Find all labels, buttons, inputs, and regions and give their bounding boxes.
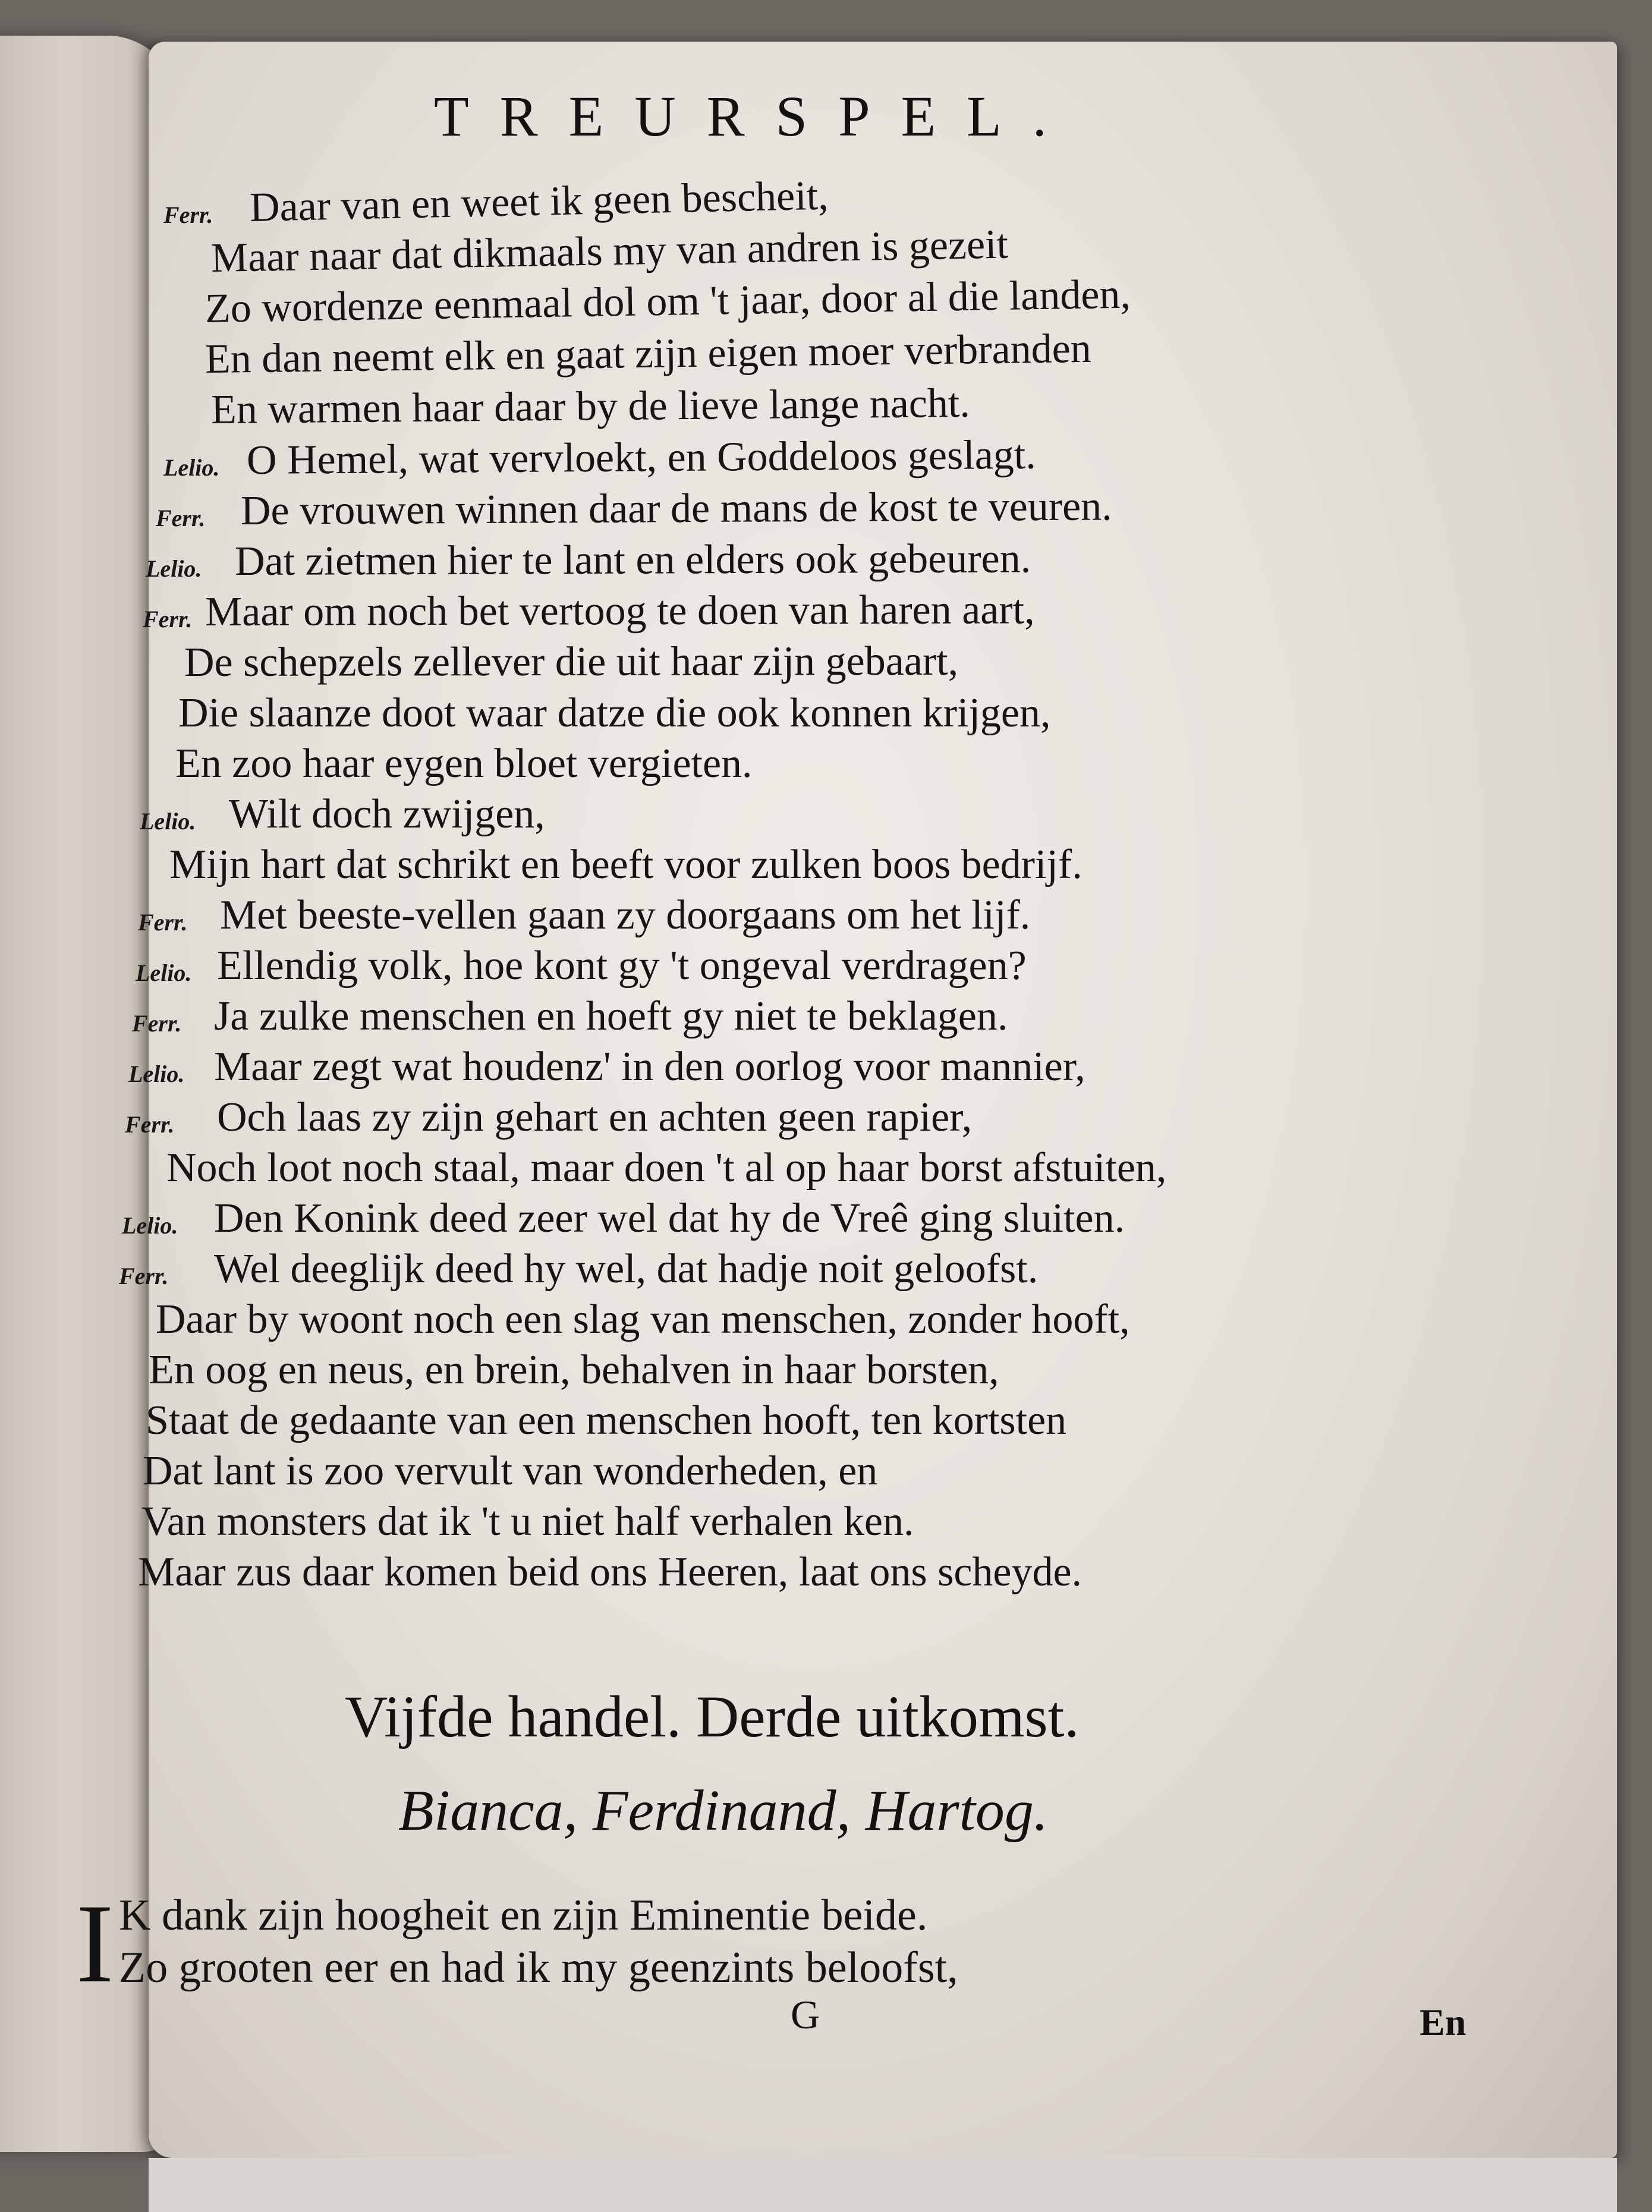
speaker-label: Lelio. [136,959,192,986]
verse-line: O Hemel, wat vervloekt, en Goddeloos geslagt. [246,432,1036,483]
speaker-label: Lelio. [140,808,196,835]
speaker-label: Lelio. [163,454,220,481]
signature-mark: G [791,1992,820,2037]
verse-line: Maar zegt wat houdenz' in den oorlog voor mannier, [214,1044,1085,1090]
speaker-label: Lelio. [146,555,202,582]
verse-line: Och laas zy zijn gehart en achten geen rapier, [217,1094,973,1140]
verse-line: Van monsters dat ik 't u niet half verhalen ken. [141,1499,914,1544]
verse-line: Ellendig volk, hoe kont gy 't ongeval verdragen? [217,943,1027,989]
verse-line: En oog en neus, en brein, behalven in haar borsten, [149,1347,999,1393]
verse-line: Dat zietmen hier te lant en elders ook gebeuren. [234,536,1031,584]
closing-line-1: K dank zijn hoogheit en zijn Eminentie beide. [119,1891,928,1940]
verse-line: Zo wordenze eenmaal dol om 't jaar, door al die landen, [204,271,1131,332]
speaker-label: Lelio. [128,1061,185,1087]
verse-line: Daar by woont noch een slag van menschen, zonder hooft, [156,1297,1130,1342]
verse-line: Die slaanze doot waar datze die ook konnen krijgen, [178,690,1051,736]
verse-line: Maar zus daar komen beid ons Heeren, laat ons scheyde. [138,1549,1083,1595]
verse-line: De schepzels zellever die uit haar zijn gebaart, [184,638,959,685]
verse-line: En dan neemt elk en gaat zijn eigen moer verbranden [204,325,1092,382]
speaker-label: Ferr. [138,909,188,936]
verse-line: Maar naar dat dikmaals my van andren is gezeit [210,221,1009,281]
speaker-label: Ferr. [132,1010,182,1037]
verse-line: Noch loot noch staal, maar doen 't al op haar borst afstuiten, [166,1145,1167,1191]
closing-line-2: Zo grooten eer en had ik my geenzints beloofst, [119,1943,958,1992]
verse-line: Mijn hart dat schrikt en beeft voor zulken boos bedrijf. [169,842,1083,888]
verse-line: Staat de gedaante van een menschen hooft, ten kortsten [146,1398,1067,1443]
verse-line: En zoo haar eygen bloet vergieten. [175,741,753,786]
verse-line: Wel deeglijk deed hy wel, dat hadje noit geloofst. [214,1246,1039,1292]
verse-line: De vrouwen winnen daar de mans de kost te veuren. [240,483,1112,534]
verse-line: Wilt doch zwijgen, [229,791,545,837]
speaker-label: Ferr. [163,202,213,228]
drop-cap: I [76,1881,114,2006]
dramatis-personae: Bianca, Ferdinand, Hartog. [398,1779,1049,1843]
verse-line: En warmen haar daar by de lieve lange nacht. [210,380,971,433]
verse-line: Maar om noch bet vertoog te doen van haren aart, [204,587,1035,635]
verse-line: Ja zulke menschen en hoeft gy niet te beklagen. [214,993,1008,1039]
speaker-label: Ferr. [125,1111,175,1138]
verse-line: Den Konink deed zeer wel dat hy de Vreê ging sluiten. [214,1195,1125,1241]
catchword: En [1420,2001,1467,2043]
speaker-label: Ferr. [156,505,206,531]
background-strip [149,2158,1617,2212]
speaker-label: Ferr. [119,1263,169,1289]
speaker-label: Lelio. [122,1212,178,1239]
act-heading: Vijfde handel. Derde uitkomst. [345,1684,1080,1750]
speaker-label: Ferr. [143,606,193,633]
verse-line: Met beeste-vellen gaan zy doorgaans om het lijf. [220,892,1031,938]
verse-line: Daar van en weet ik geen bescheit, [249,172,829,231]
verse-line: Dat lant is zoo vervult van wonderheden, en [143,1448,878,1494]
running-head: TREURSPEL. [434,84,1078,148]
